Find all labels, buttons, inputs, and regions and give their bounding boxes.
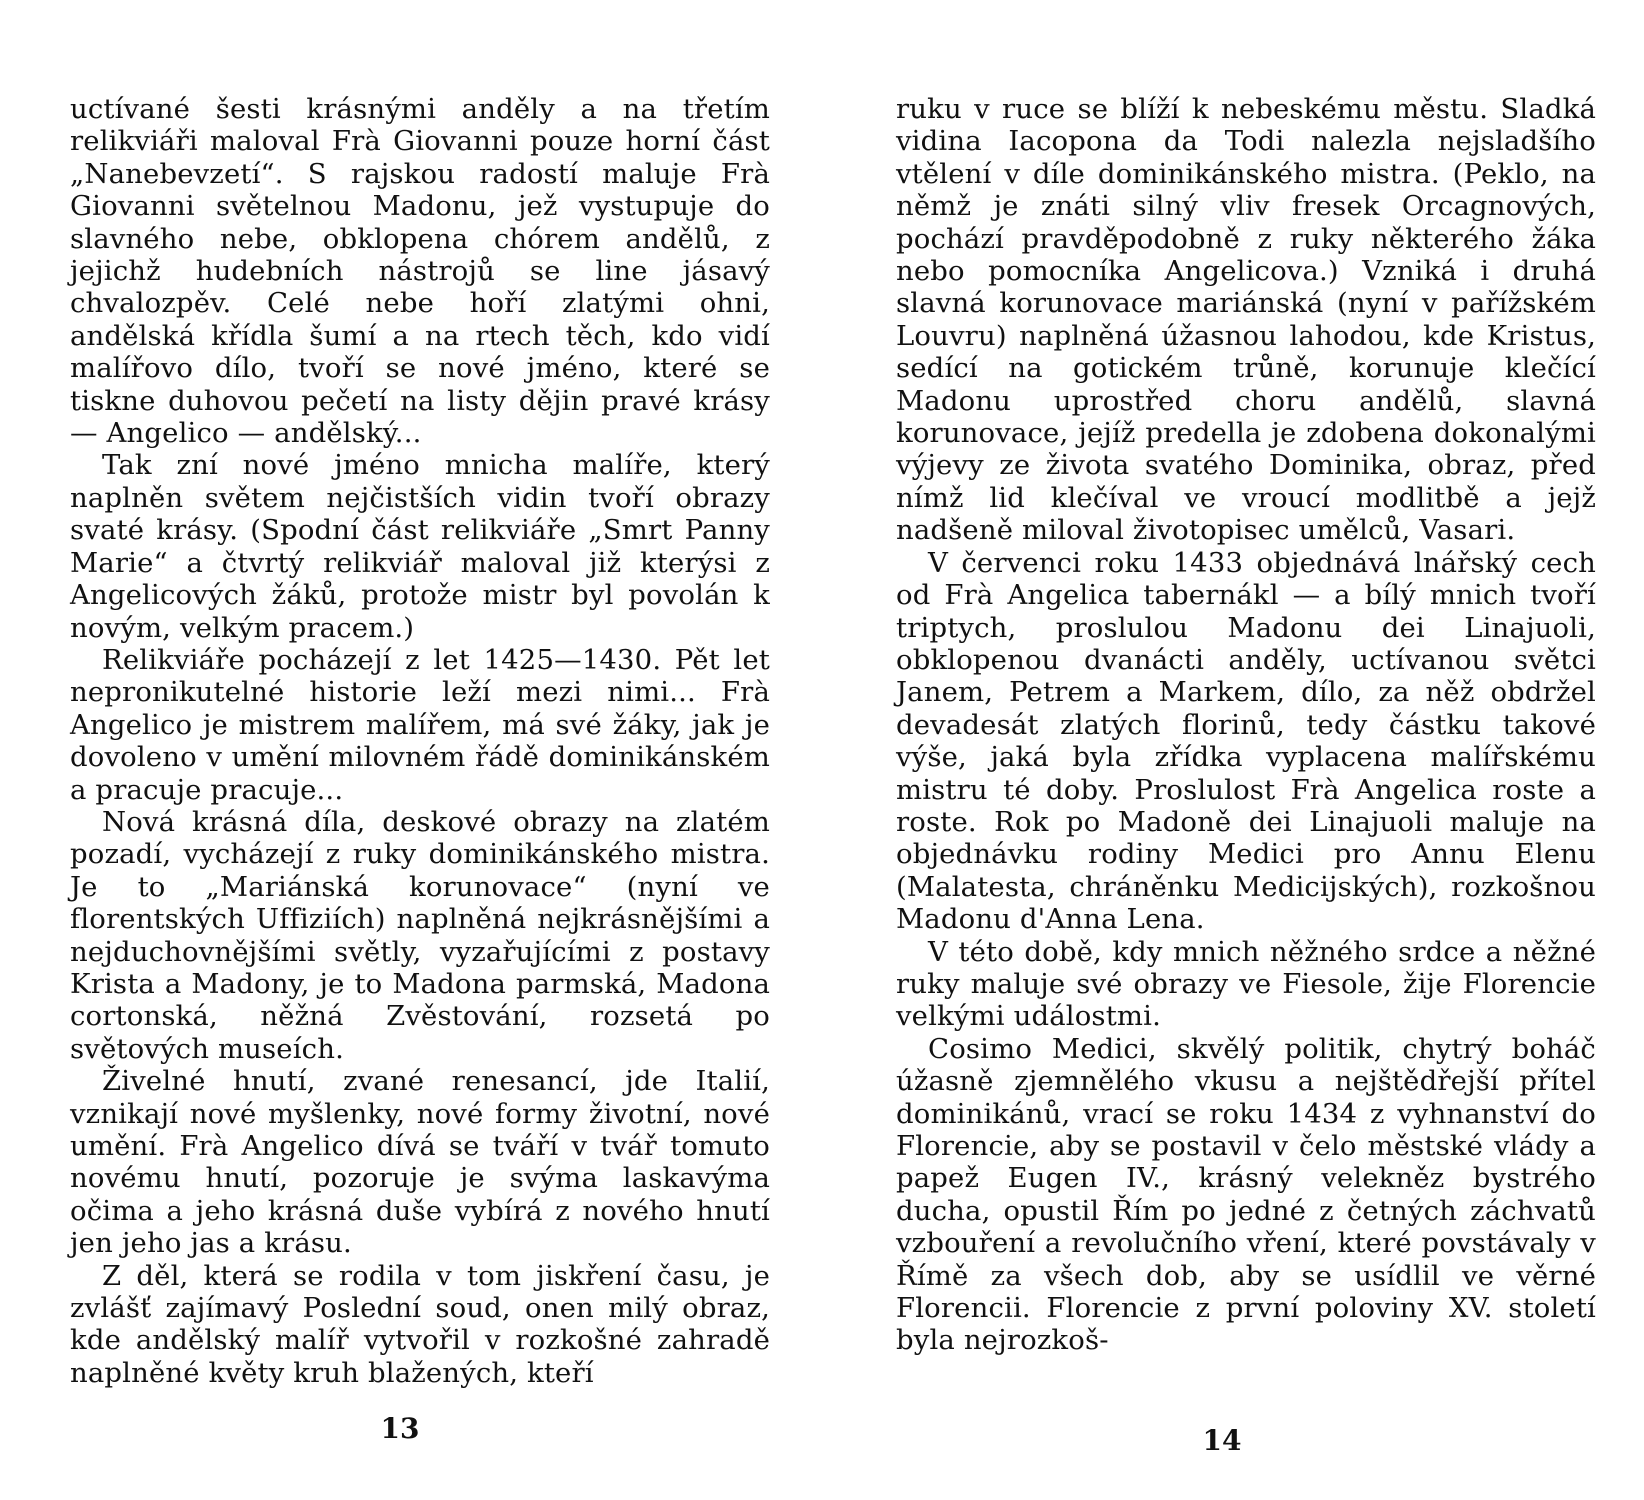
right-text-column xyxy=(896,93,1596,1357)
paragraph: Relikviáře pocházejí z let 1425—1430. Pět let nepronikutelné historie leží mezi nimi... Frà Angelico je mistrem malířem, má své žáky, jak je dovoleno v umění milovném řádě dominikánském a pracuje pracuje... xyxy=(70,643,770,806)
paragraph: V této době, kdy mnich něžného srdce a něžné ruky maluje své obrazy ve Fiesole, žije Florencie velkými událostmi. xyxy=(896,935,1596,1033)
left-text-column xyxy=(70,93,770,1389)
paragraph: uctívané šesti krásnými anděly a na třetím relikviáři maloval Frà Giovanni pouze horní část „Nanebevzetí“. S rajskou radostí maluje Frà Giovanni světelnou Madonu, jež vystupuje do slavného nebe, obklopena chórem andělů, z jejichž hudebních nástrojů se line jásavý chvalozpěv. Celé nebe hoří zlatými ohni, andělská křídla šumí a na rtech těch, kdo vidí malířovo dílo, tvoří se nové jméno, které se tiskne duhovou pečetí na listy dějin pravé krásy — Angelico — andělský... xyxy=(70,93,770,450)
paragraph: V červenci roku 1433 objednává lnářský cech od Frà Angelica tabernákl — a bílý mnich tvoří triptych, proslulou Madonu dei Linajuoli, obklopenou dvanácti anděly, uctívanou světci Janem, Petrem a Markem, dílo, za něž obdržel devadesát zlatých florinů, tedy částku takové výše, jaká byla zřídka vyplacena malířskému mistru té doby. Proslulost Frà Angelica roste a roste. Rok po Madoně dei Linajuoli maluje na objednávku rodiny Medici pro Annu Elenu (Malatesta, chráněnku Medicijských), rozkošnou Madonu d'Anna Lena. xyxy=(896,546,1596,936)
paragraph: Živelné hnutí, zvané renesancí, jde Italií, vznikají nové myšlenky, nové formy životní, nové umění. Frà Angelico dívá se tváří v tvář tomuto novému hnutí, pozoruje je svýma laskavýma očima a jeho krásná duše vybírá z nového hnutí jen jeho jas a krásu. xyxy=(70,1065,770,1260)
page-number: 14 xyxy=(1202,1424,1242,1457)
right-page xyxy=(822,0,1644,1500)
paragraph: Tak zní nové jméno mnicha malíře, který naplněn světem nejčistších vidin tvoří obrazy svaté krásy. (Spodní část relikviáře „Smrt Panny Marie“ a čtvrtý relikviář maloval již kterýsi z Angelicových žáků, protože mistr byl povolán k novým, velkým pracem.) xyxy=(70,449,770,644)
paragraph: Cosimo Medici, skvělý politik, chytrý boháč úžasně zjemnělého vkusu a nejštědřejší přítel dominikánů, vrací se roku 1434 z vyhnanství do Florencie, aby se postavil v čelo městské vlády a papež Eugen IV., krásný velekněz bystrého ducha, opustil Řím po jedné z četných záchvatů vzbouření a revolučního vření, které povstávaly v Římě za všech dob, aby se usídlil ve věrné Florencii. Florencie z první poloviny XV. století byla nejrozkoš- xyxy=(896,1032,1596,1357)
page-number: 13 xyxy=(380,1412,420,1445)
paragraph: Nová krásná díla, deskové obrazy na zlatém pozadí, vycházejí z ruky dominikánského mistra. Je to „Mariánská korunovace“ (nyní ve florentských Uffiziích) naplněná nejkrásnějšími a nejduchovnějšími světly, vyzařujícími z postavy Krista a Madony, je to Madona parmská, Madona cortonská, něžná Zvěstování, rozsetá po světových museích. xyxy=(70,805,770,1065)
paragraph: Z děl, která se rodila v tom jiskření času, je zvlášť zajímavý Poslední soud, onen milý obraz, kde andělský malíř vytvořil v rozkošné zahradě naplněné květy kruh blažených, kteří xyxy=(70,1259,770,1389)
paragraph: ruku v ruce se blíží k nebeskému městu. Sladká vidina Iacopona da Todi nalezla nejsladšího vtělení v díle dominikánského mistra. (Peklo, na němž je znáti silný vliv fresek Orcagnových, pochází pravděpodobně z ruky některého žáka nebo pomocníka Angelicova.) Vzniká i druhá slavná korunovace mariánská (nyní v pařížském Louvru) naplněná úžasnou lahodou, kde Kristus, sedící na gotickém trůně, korunuje klečící Madonu uprostřed choru andělů, slavná korunovace, jejíž predella je zdobena dokonalými výjevy ze života svatého Dominika, obraz, před nímž lid klečíval ve vroucí modlitbě a jejž nadšeně miloval životopisec umělců, Vasari. xyxy=(896,93,1596,547)
